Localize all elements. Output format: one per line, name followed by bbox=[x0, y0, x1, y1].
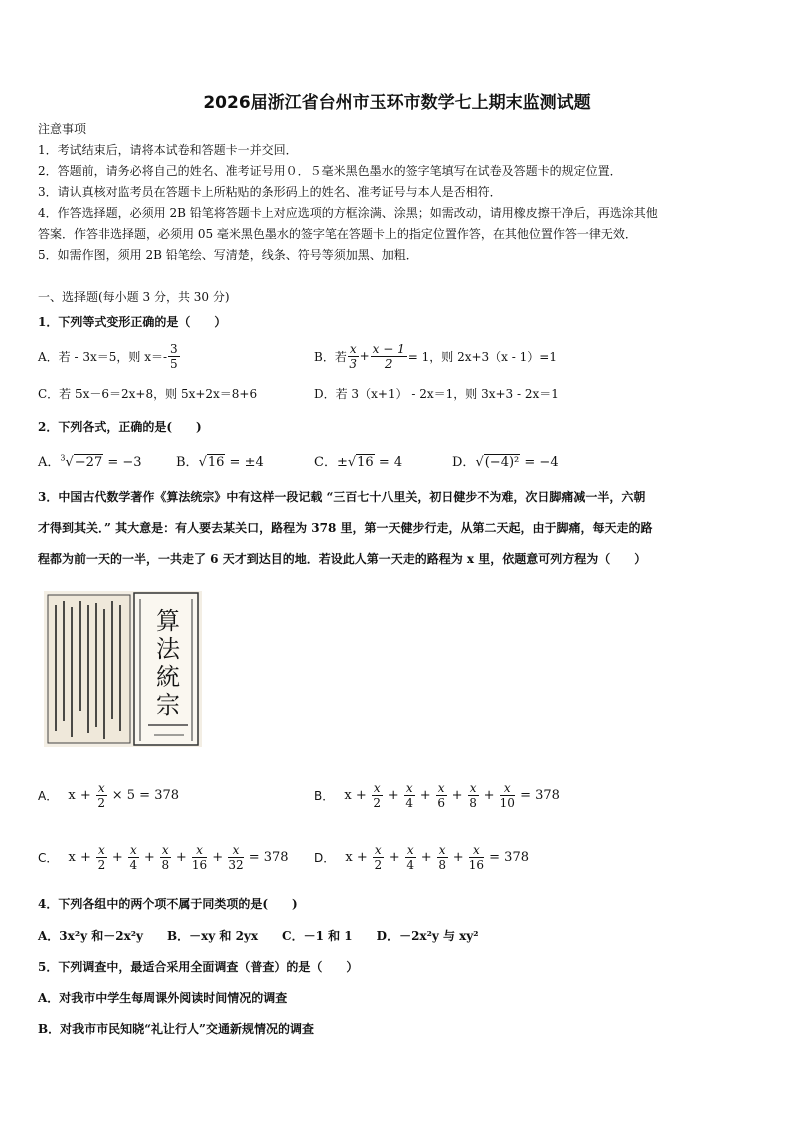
svg-text:宗: 宗 bbox=[156, 691, 180, 719]
notice-item: 1．考试结束后，请将本试卷和答题卡一并交回． bbox=[38, 143, 298, 157]
denominator: 6 bbox=[437, 795, 445, 810]
q1-option-b-rest: = 1，则 2x+3（x - 1）=1 bbox=[407, 349, 557, 364]
numerator: x bbox=[437, 780, 445, 795]
fraction bbox=[405, 843, 416, 872]
book-illustration bbox=[44, 591, 202, 747]
numerator: x bbox=[129, 842, 137, 857]
radicand: −27 bbox=[74, 455, 103, 470]
equation-term: + bbox=[448, 849, 468, 865]
rhs: = 4 bbox=[374, 455, 403, 470]
plus-minus: ± bbox=[336, 455, 348, 470]
question-3-line: 程都为前一天的一半，一共走了 6 天才到达目的地．若设此人第一天走的路程为 x 里，依题意可列方程为（ ） bbox=[38, 552, 647, 566]
q2-option-d: D．√(−4)² = −4 bbox=[452, 455, 559, 470]
denominator: 2 bbox=[384, 356, 393, 371]
rhs: = −3 bbox=[103, 455, 142, 470]
numerator: x bbox=[405, 780, 413, 795]
equation-term: + bbox=[383, 787, 403, 803]
q3-option-d bbox=[314, 840, 533, 874]
equation-term: x + bbox=[340, 787, 371, 803]
fraction bbox=[468, 781, 479, 810]
equation-term: + bbox=[208, 849, 228, 865]
fraction bbox=[192, 843, 207, 872]
question-3-line: 才得到其关．” 其大意是：有人要去某关口，路程为 378 里，第一天健步行走，从第二天起，由于脚痛，每天走的路 bbox=[38, 521, 653, 535]
numerator: x bbox=[469, 843, 484, 858]
numerator: x bbox=[97, 780, 105, 795]
q1-option-b-label: B．若 bbox=[314, 349, 347, 364]
radicand: 16 bbox=[207, 455, 225, 470]
denominator: 5 bbox=[170, 356, 178, 371]
root-index: 3 bbox=[60, 453, 66, 463]
question-3-line: 3．中国古代数学著作《算法统宗》中有这样一段记载 “三百七十八里关，初日健步不为难，次日脚痛减一半，六朝 bbox=[38, 490, 646, 504]
svg-text:統: 統 bbox=[156, 663, 180, 691]
notice-item: 5．如需作图，须用 2B 铅笔绘、写清楚，线条、符号等须加黑、加粗． bbox=[38, 248, 418, 262]
fraction bbox=[128, 843, 139, 872]
radicand: 16 bbox=[357, 455, 374, 470]
denominator: 16 bbox=[468, 857, 485, 872]
page-title: 2026届浙江省台州市玉环市数学七上期末监测试题 bbox=[203, 93, 591, 113]
q5-option-a: A．对我市中学生每周课外阅读时间情况的调查 bbox=[38, 991, 288, 1005]
numerator: x bbox=[98, 842, 105, 857]
denominator: 4 bbox=[129, 857, 138, 872]
fraction bbox=[96, 843, 107, 872]
denominator: 10 bbox=[499, 795, 515, 810]
question-2-stem: 2．下列各式，正确的是( ) bbox=[38, 420, 202, 434]
equation-term: × 5 = 378 bbox=[107, 787, 184, 803]
equation-term: x + bbox=[64, 787, 95, 803]
fraction bbox=[228, 843, 243, 872]
numerator: x bbox=[192, 843, 207, 858]
option-label: B． bbox=[314, 788, 335, 803]
rhs: = −4 bbox=[520, 455, 559, 470]
svg-text:法: 法 bbox=[156, 635, 180, 663]
equation-term: + bbox=[416, 849, 436, 865]
q3-option-c bbox=[38, 840, 293, 874]
fraction bbox=[372, 781, 383, 810]
section-heading: 一、选择题(每小题 3 分，共 30 分) bbox=[38, 290, 230, 304]
question-4-stem: 4．下列各组中的两个项不属于同类项的是( ) bbox=[38, 897, 298, 911]
numerator: x bbox=[161, 842, 169, 857]
q2-option-a: A．$^3$√−27 = −3 bbox=[38, 453, 142, 470]
numerator: 3 bbox=[170, 341, 178, 356]
notice-item: 2．答题前，请务必将自己的姓名、准考证号用０．５毫米黑色墨水的签字笔填写在试卷及答题卡的规定位置． bbox=[38, 164, 622, 178]
fraction bbox=[371, 342, 407, 371]
q4-options: A．3x²y 和－2x²y B．－xy 和 2yx C．－1 和 1 D．－2x²y 与 xy² bbox=[38, 929, 479, 943]
plus-sign: + bbox=[359, 349, 370, 363]
equation-term: + bbox=[107, 849, 127, 865]
q1-option-d: D．若 3（x+1） - 2x＝1，则 3x+3 - 2x＝1 bbox=[314, 387, 559, 401]
equation-term: x + bbox=[341, 849, 372, 865]
numerator: x bbox=[500, 781, 515, 796]
notice-item: 答案．作答非选择题，必须用 05 毫米黑色墨水的签字笔在答题卡上的指定位置作答，在其他位置作答一律无效． bbox=[38, 227, 637, 241]
q3-option-a bbox=[38, 778, 183, 812]
q3-option-b bbox=[314, 778, 564, 812]
equation-term: = 378 bbox=[485, 849, 534, 865]
option-label: A． bbox=[38, 788, 59, 803]
fraction bbox=[160, 843, 171, 872]
fraction bbox=[168, 342, 180, 371]
denominator: 2 bbox=[97, 795, 106, 810]
option-label: C． bbox=[314, 455, 337, 470]
option-label: D． bbox=[452, 455, 476, 470]
denominator: 4 bbox=[405, 795, 414, 810]
option-label: A． bbox=[38, 455, 61, 470]
denominator: 16 bbox=[191, 857, 208, 872]
denominator: 4 bbox=[406, 857, 415, 872]
question-1-stem: 1．下列等式变形正确的是（ ） bbox=[38, 315, 227, 329]
equation-term: + bbox=[139, 849, 159, 865]
numerator: x − 1 bbox=[372, 341, 405, 356]
question-5-stem: 5．下列调查中，最适合采用全面调查（普查）的是（ ） bbox=[38, 960, 359, 974]
fraction bbox=[373, 843, 384, 872]
denominator: 8 bbox=[469, 795, 477, 810]
fraction bbox=[404, 781, 415, 810]
denominator: 2 bbox=[97, 857, 106, 872]
rhs: = ±4 bbox=[225, 455, 264, 470]
q5-option-b: B．对我市市民知晓“礼让行人”交通新规情况的调查 bbox=[38, 1022, 314, 1036]
denominator: 2 bbox=[374, 857, 383, 872]
option-label: C． bbox=[38, 850, 59, 865]
fraction bbox=[469, 843, 484, 872]
notice-heading: 注意事项 bbox=[38, 122, 87, 136]
denominator: 2 bbox=[373, 795, 382, 810]
numerator: x bbox=[469, 780, 477, 795]
equation-term: + bbox=[415, 787, 435, 803]
equation-term: = 378 bbox=[515, 787, 565, 803]
fraction bbox=[348, 342, 359, 371]
fraction bbox=[436, 781, 447, 810]
equation-term: + bbox=[171, 849, 191, 865]
option-label: D． bbox=[314, 850, 336, 865]
numerator: x bbox=[373, 780, 381, 795]
q1-option-a-text: A．若 - 3x＝5，则 x＝- bbox=[38, 349, 168, 364]
numerator: x bbox=[349, 341, 357, 356]
equation-term: + bbox=[479, 787, 499, 803]
fraction bbox=[500, 781, 515, 810]
q1-option-a bbox=[38, 338, 181, 374]
fraction bbox=[437, 843, 448, 872]
q2-option-b: B．√16 = ±4 bbox=[176, 455, 264, 470]
numerator: x bbox=[374, 842, 382, 857]
denominator: 32 bbox=[228, 857, 244, 872]
numerator: x bbox=[438, 842, 446, 857]
equation-term: + bbox=[447, 787, 467, 803]
numerator: x bbox=[228, 843, 243, 858]
equation-term: + bbox=[384, 849, 404, 865]
ancient-book-image bbox=[44, 591, 202, 747]
fraction bbox=[96, 781, 107, 810]
denominator: 8 bbox=[438, 857, 446, 872]
radicand: (−4)² bbox=[484, 455, 520, 470]
option-label: B． bbox=[176, 455, 199, 470]
notice-item: 3．请认真核对监考员在答题卡上所粘贴的条形码上的姓名、准考证号与本人是否相符． bbox=[38, 185, 502, 199]
q2-option-c: C．±√16 = 4 bbox=[314, 455, 403, 470]
numerator: x bbox=[406, 842, 414, 857]
equation-term: x + bbox=[64, 849, 96, 865]
q1-option-c: C．若 5x－6＝2x+8，则 5x+2x＝8+6 bbox=[38, 387, 258, 401]
denominator: 3 bbox=[349, 356, 358, 371]
notice-item: 4．作答选择题，必须用 2B 铅笔将答题卡上对应选项的方框涂满、涂黑；如需改动，请用橡皮擦干净后，再选涂其他 bbox=[38, 206, 658, 220]
equation-term: = 378 bbox=[244, 849, 293, 865]
denominator: 8 bbox=[161, 857, 170, 872]
q1-option-b bbox=[314, 338, 557, 374]
svg-text:算: 算 bbox=[156, 607, 180, 635]
